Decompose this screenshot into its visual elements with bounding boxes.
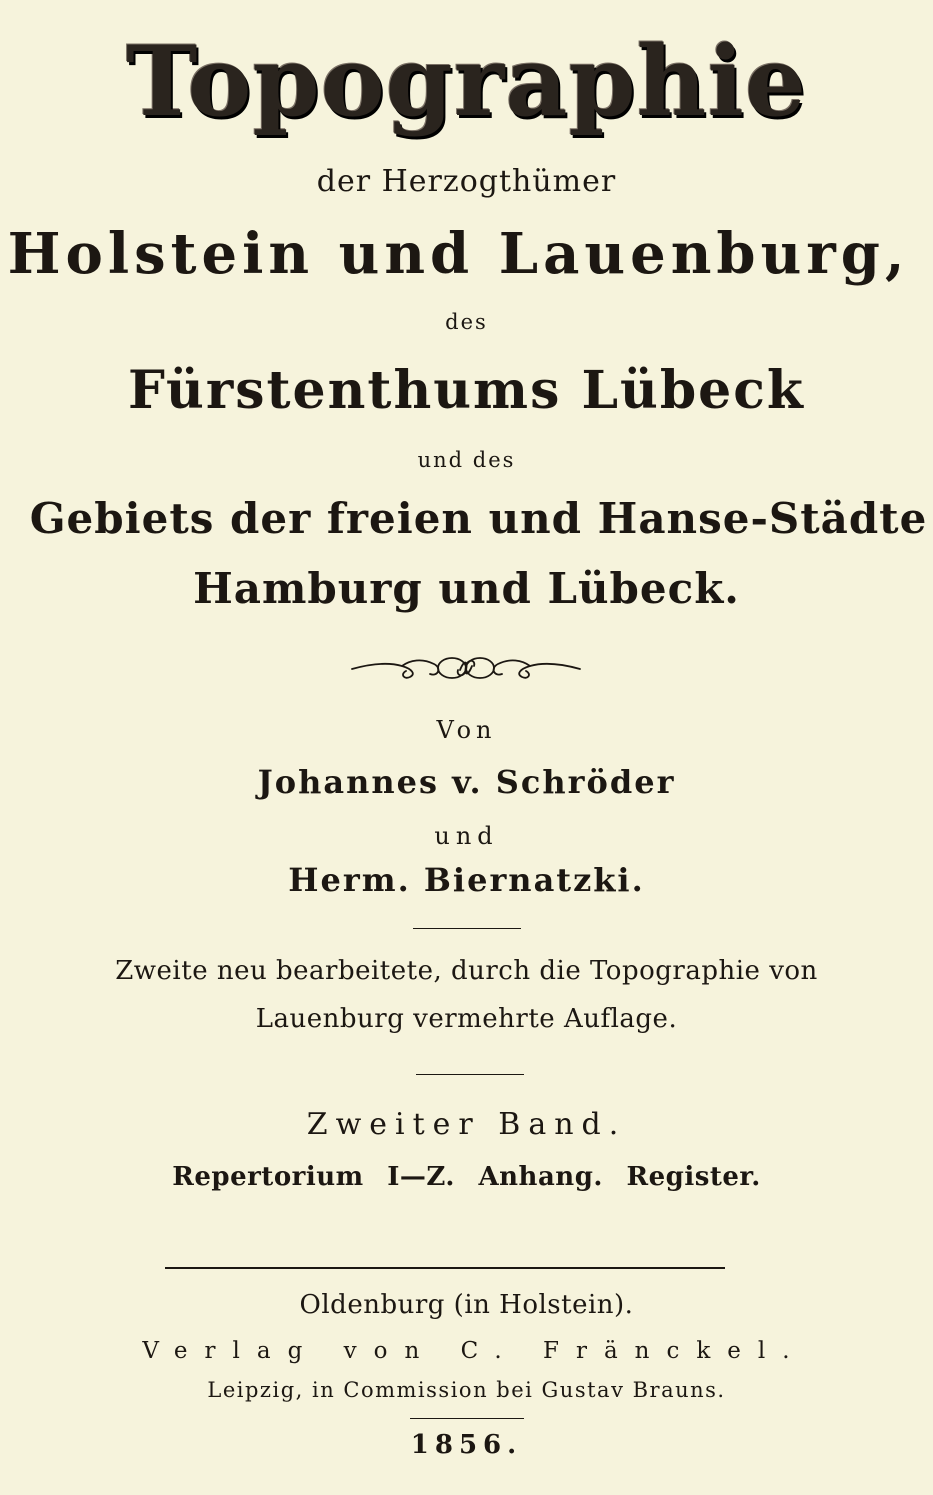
divider-rule [410,1418,524,1419]
imprint-divider-rule [165,1267,725,1269]
imprint-publisher: Verlag von C. Fränckel. [142,1338,807,1364]
by-label: Von [436,716,497,744]
volume-contents: Repertorium I—Z. Anhang. Register. [172,1162,761,1192]
territory-hamburg-luebeck: Hamburg und Lübeck. [193,564,740,613]
edition-statement-line1: Zweite neu bearbeitete, durch die Topographie von [115,956,818,986]
publication-year: 1856. [410,1430,523,1460]
territory-holstein-lauenburg: Holstein und Lauenburg, [7,221,910,287]
territory-hanse-cities: Gebiets der freien und Hanse-Städte [29,494,928,543]
subtitle-duchies: der Herzogthümer [316,164,617,199]
imprint-place: Oldenburg (in Holstein). [299,1290,634,1320]
connector-und-des: und des [417,448,516,472]
divider-rule [413,928,521,929]
author-biernatzki: Herm. Biernatzki. [288,861,645,899]
edition-statement-line2: Lauenburg vermehrte Auflage. [255,1004,678,1034]
imprint-commission: Leipzig, in Commission bei Gustav Brauns. [207,1378,726,1402]
author-connector: und [434,822,499,850]
divider-rule [416,1074,524,1075]
volume-label: Zweiter Band. [306,1107,627,1142]
territory-luebeck: Fürstenthums Lübeck [128,360,805,421]
book-title: Topographie [126,25,807,138]
connector-des: des [445,310,488,334]
scroll-flourish-icon [350,652,582,684]
author-schroeder: Johannes v. Schröder [257,763,676,801]
